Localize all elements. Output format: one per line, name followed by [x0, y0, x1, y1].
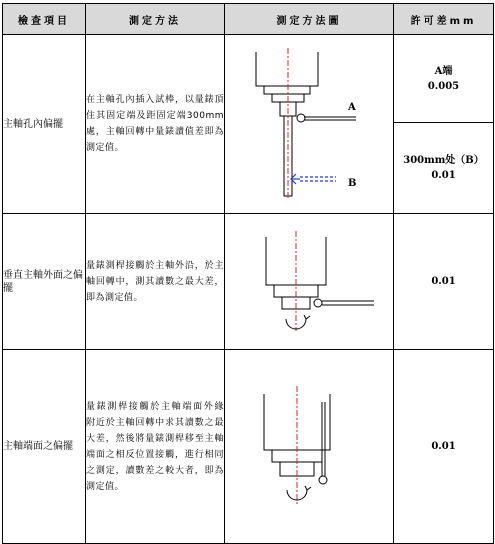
- row-spindle-face-runout: [3, 350, 494, 544]
- row1-tolerance-b: [394, 123, 494, 214]
- row-spindle-outer-runout: [3, 214, 494, 350]
- header-row: [3, 4, 494, 35]
- test-bar-runout-diagram: [234, 44, 384, 204]
- row2-diagram: [225, 214, 394, 350]
- tol-a-value: 0.005: [427, 80, 460, 92]
- row2-method: 量錶測桿接觸於主軸外沿，於主軸回轉中，測其讀數之最大差，即為測定值。: [86, 214, 225, 350]
- row-spindle-bore-runout: [3, 35, 494, 123]
- row1-item: 主軸孔內偏擺: [3, 35, 86, 214]
- tol-a-label: A端: [434, 65, 453, 77]
- tol-b-value: 0.01: [431, 170, 456, 181]
- header-item: 檢查項目: [3, 4, 86, 35]
- header-method: 測定方法: [86, 4, 225, 35]
- row1-tolerance-a: [394, 35, 494, 123]
- outer-runout-diagram: [234, 227, 384, 337]
- row3-method: 量錶測桿接觸於主軸端面外緣 附近於主軸回轉中求其讀數之最大差，然後將量錶測桿移至主軸端面之相反位置接觸，進行相同之測定，讀數差之較大者，即為測定值。: [86, 350, 225, 544]
- face-runout-diagram: [234, 382, 384, 512]
- row1-diagram: [225, 35, 394, 214]
- row2-item: 垂直主軸外面之偏擺: [3, 214, 86, 350]
- tol-b-label: 300mm处（B）: [403, 155, 484, 166]
- header-diagram: 測定方法圖: [225, 4, 394, 35]
- inspection-table: [2, 3, 494, 544]
- row3-tolerance: 0.01: [394, 350, 494, 544]
- row3-item: 主軸端面之偏擺: [3, 350, 86, 544]
- row2-tolerance: 0.01: [394, 214, 494, 350]
- header-tolerance: 許可差mm: [394, 4, 494, 35]
- label-a: A: [348, 102, 356, 113]
- label-b: B: [348, 178, 357, 189]
- row3-diagram: [225, 350, 394, 544]
- row1-method: 在主軸孔內插入試棒，以量錶頂住其固定端及距固定端300mm處，主軸回轉中量錶讀值差即為測定值。: [86, 35, 225, 214]
